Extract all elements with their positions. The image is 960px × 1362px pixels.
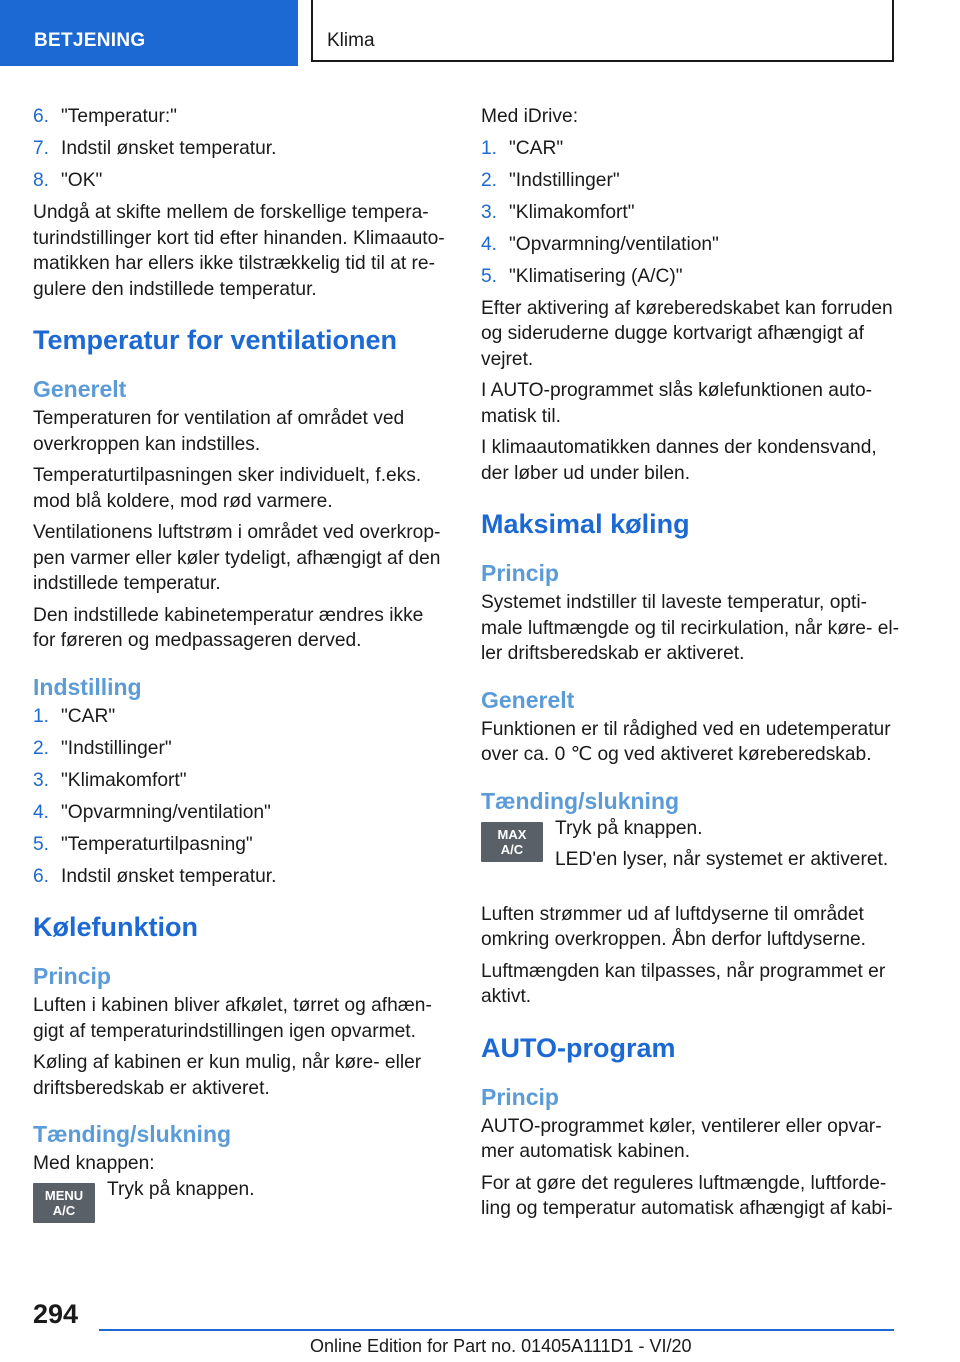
paragraph: Med iDrive: (481, 106, 579, 127)
left-column (33, 104, 451, 1247)
paragraph: Luften strømmer ud af luftdyserne til området omkring overkroppen. Åbn derfor luftdyserne. (481, 903, 867, 950)
heading-kolefunktion: Kølefunktion (33, 912, 198, 942)
step-text: "Temperatur:" (61, 106, 177, 127)
step-text: Indstil ønsket temperatur. (61, 138, 277, 159)
paragraph: Funktionen er til rådighed ved en udetemperatur over ca. 0 ℃ og ved aktiveret køreberedskab. (481, 718, 891, 765)
paragraph: Køling af kabinen er kun mulig, når køre- eller driftsberedskab er aktiveret. (33, 1052, 422, 1099)
button-instruction (555, 816, 905, 879)
step-text: "CAR" (61, 705, 116, 727)
step-number: 3. (33, 769, 50, 791)
step-text: "Indstillinger" (61, 737, 172, 759)
paragraph: Temperaturen for ventilation af området ved overkroppen kan indstilles. (33, 408, 405, 455)
steps-list-c (481, 136, 901, 290)
paragraph: Tryk på knappen. (107, 1178, 255, 1200)
list-item (481, 136, 901, 162)
list-item (33, 104, 451, 130)
list-item (33, 736, 451, 762)
step-text: Indstil ønsket temperatur. (61, 865, 277, 887)
right-column (481, 104, 901, 1228)
section-title: BETJENING (34, 30, 146, 51)
subheading-generelt: Generelt (481, 686, 575, 713)
steps-list-b (33, 704, 451, 890)
list-item (33, 832, 451, 858)
step-number: 1. (481, 137, 498, 159)
list-item (33, 864, 451, 890)
subheading-tanding: Tænding/slukning (33, 1121, 232, 1147)
page-header (0, 0, 960, 66)
paragraph: I AUTO-programmet slås kølefunktionen automatisk til. (481, 380, 873, 427)
list-item (481, 168, 901, 194)
footer-divider (99, 1329, 894, 1331)
paragraph: For at gøre det reguleres luftmængde, luftfordeling og temperatur automatisk afhængigt af kabi- (481, 1172, 893, 1219)
step-number: 1. (33, 705, 50, 727)
paragraph: Luften i kabinen bliver afkølet, tørret og afhængigt af temperaturindstillingen igen opvarmet. (33, 995, 432, 1042)
button-label: A/C (52, 1202, 76, 1218)
step-text: "Temperaturtilpasning" (61, 833, 253, 855)
subheading-indstilling: Indstilling (33, 673, 142, 700)
button-label: MENU (44, 1187, 84, 1203)
heading-maksimal-koling: Maksimal køling (481, 509, 690, 539)
step-text: "CAR" (509, 137, 564, 159)
paragraph: Luftmængden kan tilpasses, når programmet er aktivt. (481, 960, 886, 1007)
step-text: "Klimatisering (A/C)" (509, 265, 683, 287)
subheading-princip: Princip (481, 560, 559, 586)
paragraph: Tryk på knappen. (555, 817, 703, 839)
list-item (481, 200, 901, 226)
step-number: 7. (33, 138, 50, 159)
step-text: "Klimakomfort" (509, 201, 635, 223)
step-number: 5. (33, 833, 50, 855)
subheading-princip: Princip (33, 963, 111, 989)
step-number: 2. (481, 169, 498, 191)
step-text: "OK" (61, 170, 103, 191)
step-text: "Opvarmning/ventilation" (61, 801, 271, 823)
subheading-generelt: Generelt (33, 376, 127, 402)
list-item (481, 232, 901, 258)
heading-ventilation: Temperatur for ventilationen (33, 325, 398, 355)
step-text: "Indstillinger" (509, 169, 620, 191)
step-number: 6. (33, 106, 50, 127)
paragraph: Systemet indstiller til laveste temperatur, optimale luftmængde og til recirkulation, når køre- eller driftsberedskab er aktiveret. (481, 592, 900, 664)
button-label: MAX (497, 826, 527, 842)
paragraph: Ventilationens luftstrøm i området ved overkroppen varmer eller køler tydeligt, afhængigt af den indstillede temperatur. (33, 522, 441, 594)
paragraph: Den indstillede kabinetemperatur ændres ikke for føreren og medpassageren derved. (33, 604, 424, 651)
paragraph: Efter aktivering af køreberedskabet kan forruden og sideruderne dugge kortvarigt afhængigt af vejret. (481, 297, 893, 370)
list-item (481, 264, 901, 290)
step-number: 3. (481, 201, 498, 223)
subheading-tanding: Tænding/slukning (481, 787, 680, 814)
menu-ac-row (33, 1178, 451, 1247)
list-item (33, 168, 451, 194)
step-text: "Klimakomfort" (61, 769, 187, 791)
edition-text: Online Edition for Part no. 01405A111D1 - VI/20 (310, 1336, 692, 1356)
paragraph: Temperaturtilpasningen sker individuelt, f.eks. mod blå koldere, mod rød varmere. (33, 465, 422, 512)
topic-title: Klima (327, 30, 375, 51)
list-item (33, 704, 451, 730)
max-ac-button-icon (481, 822, 543, 862)
button-instruction (107, 1177, 457, 1209)
paragraph: LED'en lyser, når systemet er aktiveret. (555, 849, 889, 870)
menu-ac-button-icon (33, 1183, 95, 1223)
step-number: 4. (481, 233, 498, 255)
step-number: 4. (33, 801, 50, 823)
list-item (33, 768, 451, 794)
step-number: 5. (481, 265, 498, 287)
subheading-princip: Princip (481, 1083, 559, 1110)
paragraph: Undgå at skifte mellem de forskellige temperaturindstillinger kort tid efter hinanden. Klimaautomatikken har ellers ikke tilstrækkelig tid til at regulere den indstillede temperatur. (33, 202, 445, 300)
step-text: "Opvarmning/ventilation" (509, 233, 719, 255)
max-ac-row (481, 817, 901, 902)
list-item (33, 800, 451, 826)
button-label: A/C (500, 841, 524, 857)
step-number: 6. (33, 865, 50, 887)
paragraph: Med knappen: (33, 1153, 155, 1174)
paragraph: I klimaautomatikken dannes der kondensvand, der løber ud under bilen. (481, 437, 877, 484)
topic-box (311, 0, 894, 62)
step-number: 2. (33, 737, 50, 759)
steps-list-a (33, 104, 451, 194)
list-item (33, 136, 451, 162)
heading-auto-program: AUTO-program (481, 1032, 676, 1063)
section-tab (0, 0, 298, 66)
page-number: 294 (33, 1299, 79, 1329)
paragraph: AUTO-programmet køler, ventilerer eller opvarmer automatisk kabinen. (481, 1115, 882, 1162)
step-number: 8. (33, 170, 50, 191)
